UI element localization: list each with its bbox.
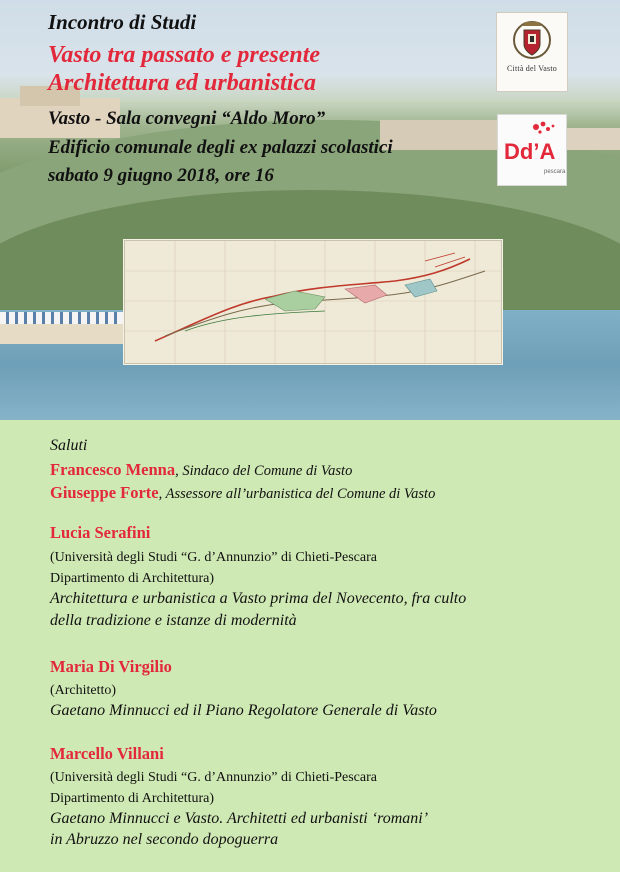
speaker-name: Marcello Villani <box>50 744 164 763</box>
event-type: Incontro di Studi <box>48 10 197 34</box>
dda-sub-text: pescara <box>544 169 566 175</box>
town-buildings <box>565 128 620 150</box>
speaker-affiliation: (Architetto) <box>50 683 117 698</box>
town-buildings <box>380 120 500 150</box>
speaker-affiliation: (Università degli Studi “G. d’Annunzio” di Chieti-Pescara <box>50 770 377 785</box>
speaker-name: Maria Di Virgilio <box>50 657 172 676</box>
event-title-line2: Architettura ed urbanistica <box>48 70 317 96</box>
greeting-name: Francesco Menna <box>50 460 176 479</box>
talk-title: Architettura e urbanistica a Vasto prima del Novecento, fra culto <box>50 590 467 607</box>
talk-title: Gaetano Minnucci ed il Piano Regolatore Generale di Vasto <box>50 702 437 719</box>
event-title-line1: Vasto tra passato e presente <box>48 42 321 68</box>
saluti-label: Saluti <box>50 437 88 454</box>
dda-main-text: Dd’A <box>504 139 556 164</box>
talk-title: della tradizione e istanze di modernità <box>50 612 297 629</box>
dda-pescara-logo <box>497 114 567 186</box>
city-crest-icon <box>512 18 552 62</box>
city-logo-caption: Città del Vasto <box>507 64 557 73</box>
greeting-1: Giuseppe Forte, Assessore all’urbanistica del Comune di Vasto <box>50 483 436 502</box>
speaker-affiliation: Dipartimento di Architettura) <box>50 791 215 806</box>
talk-title: in Abruzzo nel secondo dopoguerra <box>50 831 279 848</box>
venue-line1: Vasto - Sala convegni “Aldo Moro” <box>48 108 326 129</box>
historic-map-image <box>124 240 502 364</box>
talk-title: Gaetano Minnucci e Vasto. Architetti ed urbanisti ‘romani’ <box>50 810 429 827</box>
greeting-role: Assessore all’urbanistica del Comune di Vasto <box>165 486 436 502</box>
greeting-name: Giuseppe Forte <box>50 483 159 502</box>
greeting-role: Sindaco del Comune di Vasto <box>182 463 353 479</box>
venue-line2: Edificio comunale degli ex palazzi scolastici <box>48 137 393 158</box>
speaker-name: Lucia Serafini <box>50 523 151 542</box>
event-date: sabato 9 giugno 2018, ore 16 <box>48 165 274 186</box>
speaker-affiliation: Dipartimento di Architettura) <box>50 571 215 586</box>
citta-del-vasto-logo <box>496 12 568 92</box>
speaker-affiliation: (Università degli Studi “G. d’Annunzio” di Chieti-Pescara <box>50 550 377 565</box>
greeting-0: Francesco Menna, Sindaco del Comune di Vasto <box>50 460 353 479</box>
beach-huts <box>0 312 130 324</box>
